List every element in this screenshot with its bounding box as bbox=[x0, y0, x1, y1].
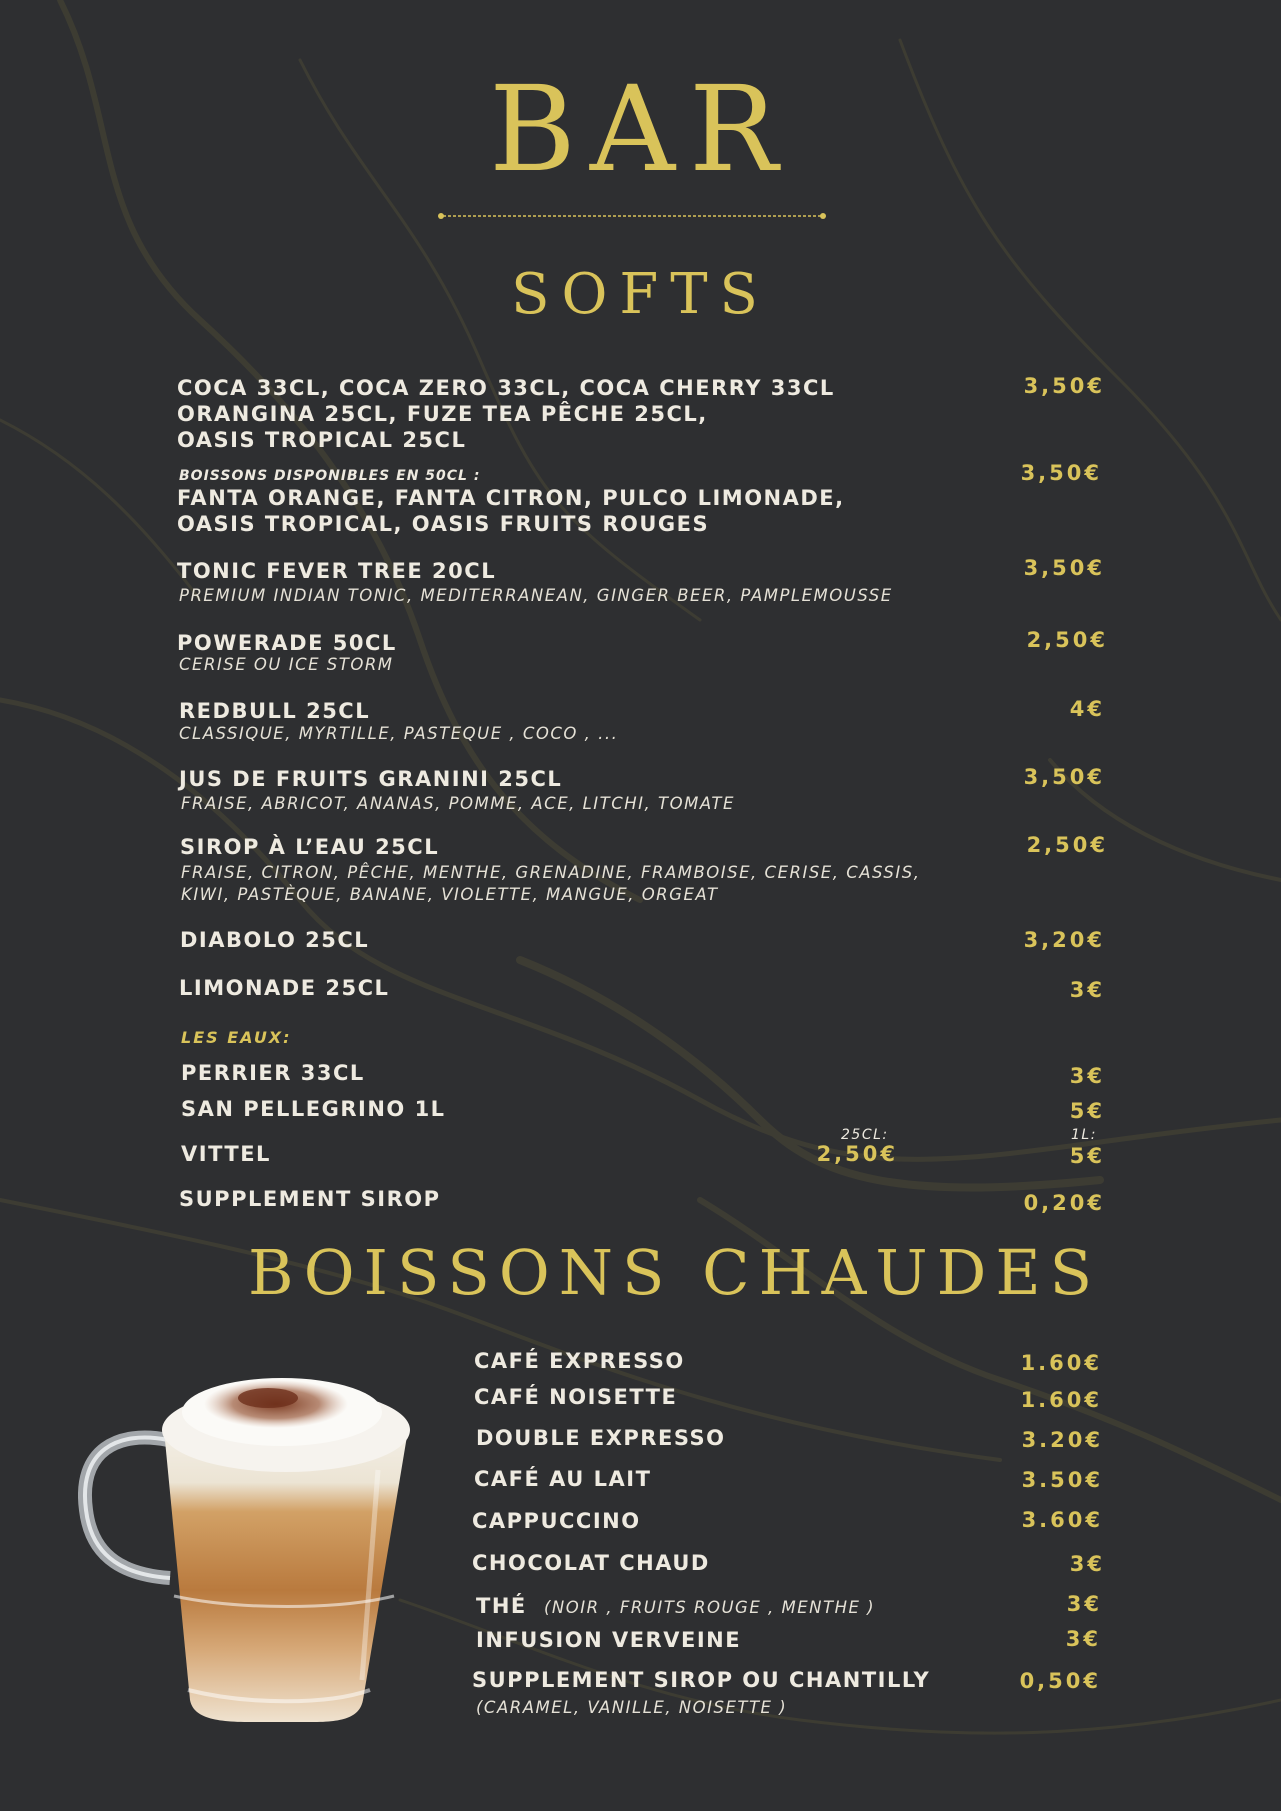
item-detail: FRAISE, ABRICOT, ANANAS, POMME, ACE, LITCHI, TOMATE bbox=[181, 794, 735, 813]
item-price: 0,20€ bbox=[1023, 1191, 1105, 1215]
item-name: JUS DE FRUITS GRANINI 25CL bbox=[179, 767, 563, 791]
waters-label: LES EAUX: bbox=[181, 1028, 292, 1047]
item-price: 3.20€ bbox=[1021, 1428, 1103, 1452]
item-price: 3,50€ bbox=[1023, 374, 1105, 398]
item-detail: KIWI, PASTÈQUE, BANANE, VIOLETTE, MANGUE, ORGEAT bbox=[181, 885, 719, 904]
item-detail: (CARAMEL, VANILLE, NOISETTE ) bbox=[476, 1698, 788, 1717]
item-price: 5€ bbox=[1069, 1099, 1105, 1123]
item-name: CAFÉ EXPRESSO bbox=[474, 1349, 685, 1373]
item-price: 3.60€ bbox=[1021, 1508, 1103, 1532]
item-name: FANTA ORANGE, FANTA CITRON, PULCO LIMONADE, bbox=[177, 486, 845, 510]
item-name: LIMONADE 25CL bbox=[179, 976, 390, 1000]
item-price: 3,50€ bbox=[1023, 765, 1105, 789]
size-label: 25CL: bbox=[841, 1127, 889, 1143]
item-name: SUPPLEMENT SIROP bbox=[179, 1187, 441, 1211]
item-name: THÉ bbox=[476, 1594, 527, 1618]
item-name: SAN PELLEGRINO 1L bbox=[181, 1097, 446, 1121]
item-price: 1.60€ bbox=[1020, 1388, 1102, 1412]
item-name: SIROP À L’EAU 25CL bbox=[180, 835, 440, 859]
item-price: 3,50€ bbox=[1020, 461, 1102, 485]
item-price: 0,50€ bbox=[1019, 1669, 1101, 1693]
item-name: POWERADE 50CL bbox=[177, 631, 397, 655]
softs-section-title: SOFTS bbox=[511, 262, 770, 327]
item-name: VITTEL bbox=[181, 1142, 271, 1166]
item-price: 3.50€ bbox=[1021, 1468, 1103, 1492]
item-price: 3€ bbox=[1069, 978, 1105, 1002]
item-name: CAFÉ NOISETTE bbox=[474, 1385, 678, 1409]
item-price: 5€ bbox=[1069, 1144, 1105, 1168]
page-title: BAR bbox=[489, 60, 792, 198]
item-price: 2,50€ bbox=[1026, 833, 1108, 857]
item-name: CAPPUCCINO bbox=[472, 1509, 641, 1533]
item-name: DIABOLO 25CL bbox=[180, 928, 370, 952]
item-name: CHOCOLAT CHAUD bbox=[472, 1551, 710, 1575]
item-price: 3,20€ bbox=[1023, 928, 1105, 952]
item-detail: PREMIUM INDIAN TONIC, MEDITERRANEAN, GINGER BEER, PAMPLEMOUSSE bbox=[179, 586, 893, 605]
item-detail: (NOIR , FRUITS ROUGE , MENTHE ) bbox=[544, 1598, 876, 1617]
hot-drinks-section-title: BOISSONS CHAUDES bbox=[248, 1236, 1102, 1309]
item-price: 4€ bbox=[1069, 697, 1105, 721]
item-name: SUPPLEMENT SIROP OU CHANTILLY bbox=[472, 1668, 931, 1692]
item-note: BOISSONS DISPONIBLES EN 50CL : bbox=[179, 468, 481, 484]
item-name: DOUBLE EXPRESSO bbox=[476, 1426, 726, 1450]
item-name: PERRIER 33CL bbox=[181, 1061, 365, 1085]
item-name: OASIS TROPICAL, OASIS FRUITS ROUGES bbox=[177, 512, 710, 536]
item-detail: FRAISE, CITRON, PÊCHE, MENTHE, GRENADINE, FRAMBOISE, CERISE, CASSIS, bbox=[181, 863, 921, 882]
item-detail: CLASSIQUE, MYRTILLE, PASTEQUE , COCO , ... bbox=[179, 724, 619, 743]
item-price: 3€ bbox=[1066, 1592, 1102, 1616]
item-name: INFUSION VERVEINE bbox=[476, 1628, 742, 1652]
item-price: 3,50€ bbox=[1023, 556, 1105, 580]
item-name: CAFÉ AU LAIT bbox=[474, 1467, 652, 1491]
item-name: COCA 33CL, COCA ZERO 33CL, COCA CHERRY 33CL bbox=[177, 376, 835, 400]
item-name: REDBULL 25CL bbox=[179, 699, 371, 723]
item-price: 1.60€ bbox=[1020, 1351, 1102, 1375]
item-price: 3€ bbox=[1069, 1064, 1105, 1088]
item-price: 2,50€ bbox=[1026, 628, 1108, 652]
item-detail: CERISE OU ICE STORM bbox=[179, 655, 394, 674]
size-label: 1L: bbox=[1071, 1127, 1097, 1143]
latte-glass-icon bbox=[78, 1360, 418, 1725]
dotted-divider-icon bbox=[437, 211, 827, 221]
item-price: 3€ bbox=[1065, 1627, 1101, 1651]
item-name: OASIS TROPICAL 25CL bbox=[177, 428, 467, 452]
item-name: TONIC FEVER TREE 20CL bbox=[177, 559, 497, 583]
item-price: 2,50€ bbox=[816, 1142, 898, 1166]
item-price: 3€ bbox=[1069, 1552, 1105, 1576]
item-name: ORANGINA 25CL, FUZE TEA PÊCHE 25CL, bbox=[177, 402, 708, 426]
